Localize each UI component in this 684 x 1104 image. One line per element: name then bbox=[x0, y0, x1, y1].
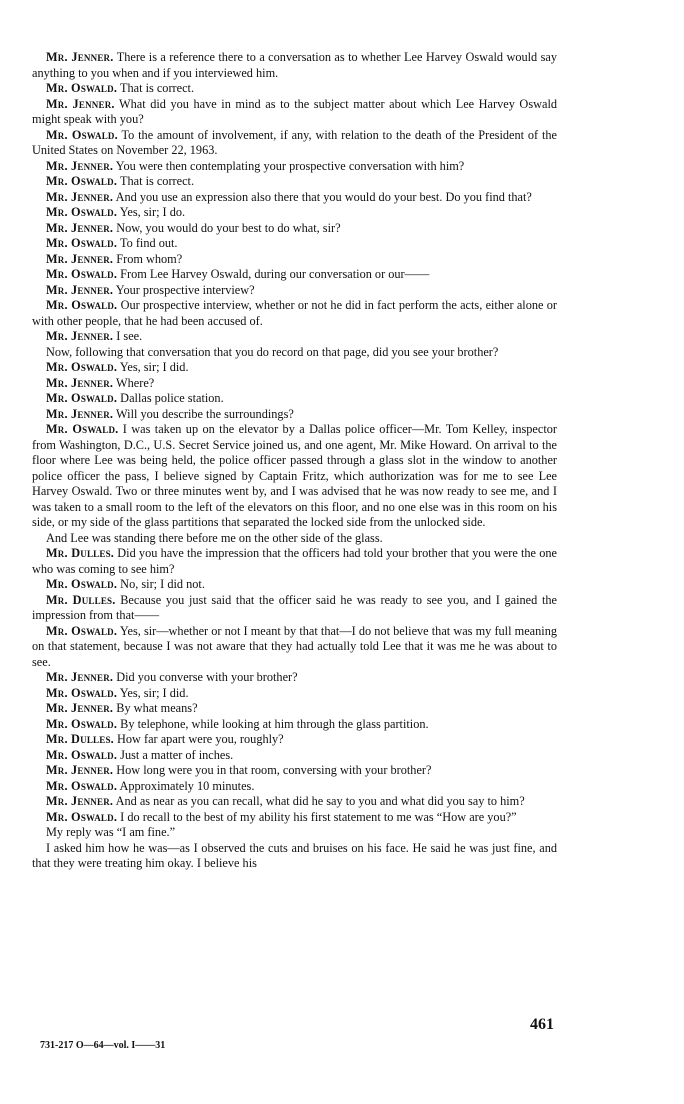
transcript-paragraph bbox=[32, 376, 557, 392]
transcript-paragraph bbox=[32, 174, 557, 190]
speaker-name: Mr. Oswald. bbox=[46, 298, 118, 312]
speech-text: From Lee Harvey Oswald, during our conversation or our—— bbox=[117, 267, 430, 281]
speaker-name: Mr. Oswald. bbox=[46, 81, 118, 95]
transcript-paragraph bbox=[32, 205, 557, 221]
transcript-paragraph bbox=[32, 670, 557, 686]
speaker-name: Mr. Dulles. bbox=[46, 732, 114, 746]
speaker-name: Mr. Oswald. bbox=[46, 778, 118, 793]
speaker-name: Mr. Oswald. bbox=[46, 809, 118, 824]
transcript-paragraph bbox=[32, 159, 557, 175]
speaker-name: Mr. Oswald. bbox=[46, 685, 118, 700]
speech-text: How far apart were you, roughly? bbox=[113, 732, 284, 746]
transcript-paragraph bbox=[32, 531, 557, 547]
speech-text: Just a matter of inches. bbox=[117, 747, 234, 762]
speech-text: My reply was “I am fine.” bbox=[46, 825, 176, 839]
speech-text: Approximately 10 minutes. bbox=[117, 778, 255, 793]
speaker-name: Mr. Jenner. bbox=[46, 794, 114, 808]
speaker-name: Mr. Jenner. bbox=[46, 763, 114, 777]
speaker-name: Mr. Oswald. bbox=[46, 360, 118, 374]
transcript-paragraph bbox=[32, 841, 557, 872]
speaker-name: Mr. Jenner. bbox=[46, 670, 114, 684]
speech-text: I see. bbox=[113, 329, 143, 343]
transcript-paragraph bbox=[32, 577, 557, 593]
speech-text: You were then contemplating your prospective conversation with him? bbox=[113, 158, 465, 173]
transcript-paragraph bbox=[32, 50, 557, 81]
speech-text: Our prospective interview, whether or not he did in fact perform the acts, either alone or with other people, that he had been accused of. bbox=[32, 298, 558, 328]
speaker-name: Mr. Jenner. bbox=[46, 329, 114, 343]
speaker-name: Mr. Oswald. bbox=[46, 577, 118, 591]
transcript-paragraph bbox=[32, 779, 557, 795]
transcript-paragraph bbox=[32, 128, 557, 159]
speech-text: I do recall to the best of my ability his first statement to me was “How are you?” bbox=[117, 809, 517, 824]
transcript-paragraph bbox=[32, 748, 557, 764]
page-number: 461 bbox=[530, 1016, 554, 1033]
speaker-name: Mr. Jenner. bbox=[46, 701, 114, 715]
transcript-paragraph bbox=[32, 810, 557, 826]
speech-text: What did you have in mind as to the subject matter about which Lee Harvey Oswald might speak with you? bbox=[32, 96, 558, 126]
transcript-paragraph bbox=[32, 391, 557, 407]
transcript-paragraph bbox=[32, 717, 557, 733]
transcript-paragraph bbox=[32, 81, 557, 97]
transcript-paragraph bbox=[32, 298, 557, 329]
speech-text: Did you converse with your brother? bbox=[113, 670, 298, 684]
speech-text: Will you describe the surroundings? bbox=[113, 406, 294, 421]
speaker-name: Mr. Jenner. bbox=[46, 189, 114, 204]
speech-text: Did you have the impression that the officers had told your brother that you were the one who was coming to see him? bbox=[32, 546, 557, 576]
speech-text: And you use an expression also there that you would do your best. Do you find that? bbox=[113, 189, 532, 204]
speech-text: No, sir; I did not. bbox=[117, 577, 205, 591]
speech-text: Dallas police station. bbox=[117, 391, 224, 405]
speech-text: Your prospective interview? bbox=[113, 282, 255, 297]
speech-text: From whom? bbox=[113, 251, 183, 266]
speaker-name: Mr. Jenner. bbox=[46, 96, 115, 111]
speaker-name: Mr. Dulles. bbox=[46, 546, 115, 560]
speech-text: Yes, sir; I did. bbox=[117, 360, 189, 374]
speaker-name: Mr. Jenner. bbox=[46, 282, 114, 297]
speech-text: By what means? bbox=[113, 701, 198, 715]
transcript-paragraph bbox=[32, 593, 557, 624]
transcript-paragraph bbox=[32, 825, 557, 841]
transcript-paragraph bbox=[32, 283, 557, 299]
transcript-paragraph bbox=[32, 686, 557, 702]
transcript-paragraph bbox=[32, 190, 557, 206]
speech-text: How long were you in that room, conversing with your brother? bbox=[113, 763, 432, 777]
transcript-paragraph bbox=[32, 267, 557, 283]
speaker-name: Mr. Oswald. bbox=[46, 127, 118, 142]
transcript-paragraph bbox=[32, 763, 557, 779]
speaker-name: Mr. Dulles. bbox=[46, 592, 116, 607]
transcript-paragraph bbox=[32, 221, 557, 237]
speech-text: That is correct. bbox=[117, 81, 195, 95]
speaker-name: Mr. Jenner. bbox=[46, 251, 114, 266]
speech-text: Yes, sir; I do. bbox=[117, 205, 186, 219]
transcript-paragraph bbox=[32, 329, 557, 345]
speech-text: Because you just said that the officer said he was ready to see you, and I gained the impression from that—— bbox=[32, 592, 557, 622]
speech-text: I was taken up on the elevator by a Dallas police officer—Mr. Tom Kelley, inspector from Washington, D.C., U.S. Secret Service joined us, and one agent, Mr. Mike Howard. On arrival to the floor where Lee was being held, the police officer passed through a glass slot in the window to another police officer the pass, I believe signed by Captain Fritz, which authorization was for me to see Lee Harvey Oswald. Two or three minutes went by, and I was advised that he was now ready to see me, and I was taken to a small room to the left of the elevators on this floor, and no one else was in this room on his side, or my side of the glass partitions that separated the locked side from the unlocked side. bbox=[32, 422, 557, 529]
speech-text: And Lee was standing there before me on the other side of the glass. bbox=[46, 530, 383, 545]
speaker-name: Mr. Oswald. bbox=[46, 267, 118, 281]
speech-text: That is correct. bbox=[117, 174, 195, 188]
transcript-paragraph bbox=[32, 360, 557, 376]
speaker-name: Mr. Jenner. bbox=[46, 375, 114, 390]
speaker-name: Mr. Oswald. bbox=[46, 205, 118, 219]
transcript-paragraph bbox=[32, 701, 557, 717]
transcript-paragraph bbox=[32, 407, 557, 423]
print-code-footer: 731-217 O—64—vol. I——31 bbox=[40, 1040, 166, 1051]
speaker-name: Mr. Oswald. bbox=[46, 716, 118, 731]
speech-text: Where? bbox=[113, 375, 155, 390]
speaker-name: Mr. Jenner. bbox=[46, 158, 114, 173]
speech-text: To find out. bbox=[117, 236, 178, 250]
speaker-name: Mr. Oswald. bbox=[46, 747, 118, 762]
speech-text: Yes, sir; I did. bbox=[117, 685, 189, 700]
transcript-paragraph bbox=[32, 236, 557, 252]
transcript-paragraph bbox=[32, 345, 557, 361]
speech-text: To the amount of involvement, if any, with relation to the death of the President of the United States on November 22, 1963. bbox=[32, 127, 557, 157]
speech-text: There is a reference there to a conversation as to whether Lee Harvey Oswald would say anything to you when and if you interviewed him. bbox=[32, 50, 557, 80]
speaker-name: Mr. Jenner. bbox=[46, 220, 114, 235]
speech-text: Now, you would do your best to do what, sir? bbox=[113, 220, 341, 235]
speech-text: By telephone, while looking at him through the glass partition. bbox=[117, 716, 429, 731]
transcript-paragraph bbox=[32, 546, 557, 577]
speaker-name: Mr. Oswald. bbox=[46, 391, 118, 405]
transcript-paragraph bbox=[32, 422, 557, 531]
speech-text: Now, following that conversation that you do record on that page, did you see your brother? bbox=[46, 344, 499, 359]
speech-text: Yes, sir—whether or not I meant by that that—I do not believe that was my full meaning on that statement, because I was not aware that they had actually told Lee that it was me he was about to see. bbox=[32, 623, 557, 669]
speech-text: I asked him how he was—as I observed the cuts and bruises on his face. He said he was just fine, and that they were treating him okay. I believe his bbox=[32, 840, 557, 870]
speaker-name: Mr. Oswald. bbox=[46, 236, 118, 250]
transcript-paragraph bbox=[32, 97, 557, 128]
transcript-paragraph bbox=[32, 794, 557, 810]
speech-text: And as near as you can recall, what did he say to you and what did you say to him? bbox=[113, 794, 525, 808]
transcript-paragraph bbox=[32, 252, 557, 268]
transcript-paragraph bbox=[32, 624, 557, 671]
transcript-paragraph bbox=[32, 732, 557, 748]
transcript-body bbox=[32, 50, 557, 872]
speaker-name: Mr. Oswald. bbox=[46, 623, 118, 638]
speaker-name: Mr. Oswald. bbox=[46, 422, 119, 436]
speaker-name: Mr. Oswald. bbox=[46, 174, 118, 188]
speaker-name: Mr. Jenner. bbox=[46, 406, 114, 421]
speaker-name: Mr. Jenner. bbox=[46, 50, 114, 64]
